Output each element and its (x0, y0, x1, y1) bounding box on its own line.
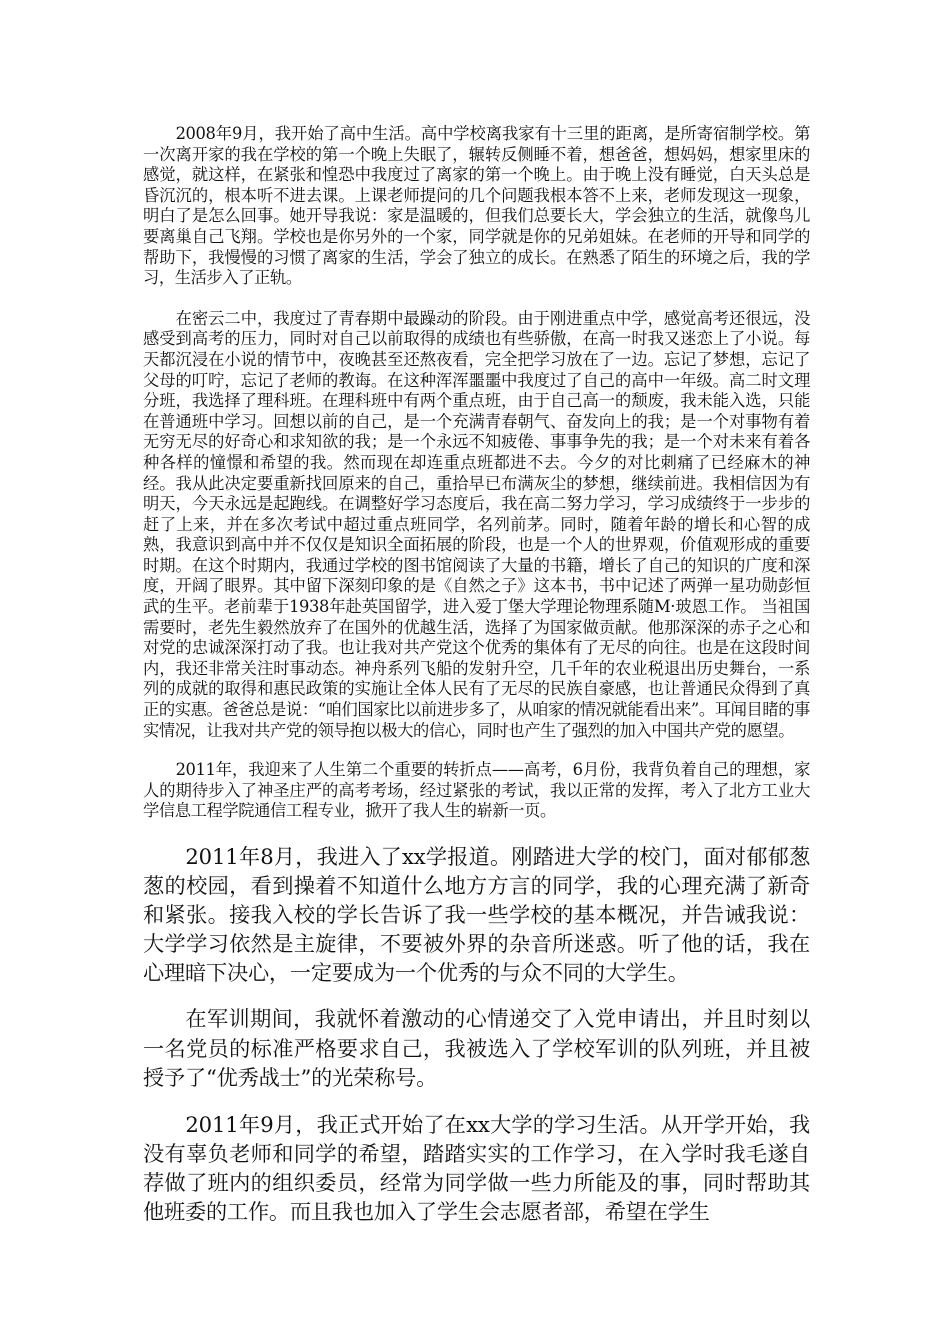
paragraph-high-school-start: 2008年9月，我开始了高中生活。高中学校离我家有十三里的距离，是所寄宿制学校。第一次离开家的我在学校的第一个晚上失眠了，辗转反侧睡不着，想爸爸，想妈妈，想家里床的感觉，就这样，在紧张和惶恐中我度过了离家的第一个晚上。由于晚上没有睡觉，白天头总是昏沉沉的，根本听不进去课。上课老师提问的几个问题我根本答不上来，老师发现这一现象，明白了是怎么回事。她开导我说：家是温暖的，但我们总要长大，学会独立的生活，就像鸟儿要离巢自己飞翔。学校也是你另外的一个家，同学就是你的兄弟姐妹。在老师的开导和同学的帮助下，我慢慢的习惯了离家的生活，学会了独立的成长。在熟悉了陌生的环境之后，我的学习，生活步入了正轨。 (143, 124, 810, 288)
paragraph-miyun-school: 在密云二中，我度过了青春期中最躁动的阶段。由于刚进重点中学，感觉高考还很远，没感受到高考的压力，同时对自己以前取得的成绩也有些骄傲，在高一时我又迷恋上了小说。每天都沉浸在小说的情节中，夜晚甚至还熬夜看，完全把学习放在了一边。忘记了梦想，忘记了父母的叮咛，忘记了老师的教诲。在这种浑浑噩噩中我度过了自己的高中一年级。高二时文理分班，我选择了理科班。在理科班中有两个重点班，由于自己高一的颓废，我未能入选，只能在普通班中学习。回想以前的自己，是一个充满青春朝气、奋发向上的我；是一个对事物有着无穷无尽的好奇心和求知欲的我；是一个永远不知疲倦、事事争先的我；是一个对未来有着各种各样的憧憬和希望的我。然而现在却连重点班都进不去。今夕的对比刺痛了已经麻木的神经。我从此决定要重新找回原来的自己，重拾早已布满灰尘的梦想，继续前进。我相信因为有明天，今天永远是起跑线。在调整好学习态度后，我在高二努力学习，学习成绩终于一步步的赶了上来，并在多次考试中超过重点班同学，名列前茅。同时，随着年龄的增长和心智的成熟，我意识到高中并不仅仅是知识全面拓展的阶段，也是一个人的世界观，价值观形成的重要时期。在这个时期内，我通过学校的图书馆阅读了大量的书籍，增长了自己的知识的广度和深度，开阔了眼界。其中留下深刻印象的是《自然之子》这本书，书中记述了两弹一星功勋彭恒武的生平。老前辈于1938年赴英国留学，进入爱丁堡大学理论物理系随M·玻恩工作。 当祖国需要时，老先生毅然放弃了在国外的优越生活，选择了为国家做贡献。他那深深的赤子之心和对党的忠诚深深打动了我。也让我对共产党这个优秀的集体有了无尽的向往。也是在这段时间内，我还非常关注时事动态。神舟系列飞船的发射升空，几千年的农业税退出历史舞台，一系列的成就的取得和惠民政策的实施让全体人民有了无尽的民族自豪感，也让普通民众得到了真正的实惠。爸爸总是说：“咱们国家比以前进步多了，从咱家的情况就能看出来”。耳闻目睹的事实情况，让我对共产党的领导抱以极大的信心，同时也产生了强烈的加入中国共产党的愿望。 (143, 308, 810, 740)
paragraph-university-study: 2011年9月，我正式开始了在xx大学的学习生活。从开学开始，我没有辜负老师和同学的希望，踏踏实实的工作学习，在入学时我毛遂自荐做了班内的组织委员，经常为同学做一些力所能及的事，同时帮助其他班委的工作。而且我也加入了学生会志愿者部，希望在学生 (143, 1111, 810, 1225)
paragraph-college-entrance-exam: 2011年，我迎来了人生第二个重要的转折点——高考，6月份，我背负着自己的理想，家人的期待步入了神圣庄严的高考考场，经过紧张的考试，我以正常的发挥，考入了北方工业大学信息工程学院通信工程专业，掀开了我人生的崭新一页。 (143, 760, 810, 821)
paragraph-university-arrival: 2011年8月，我进入了xx学报道。刚踏进大学的校门，面对郁郁葱葱的校园，看到操着不知道什么地方方言的同学，我的心理充满了新奇和紧张。接我入校的学长告诉了我一些学校的基本概况，并告诫我说：大学学习依然是主旋律，不要被外界的杂音所迷惑。听了他的话，我在心理暗下决心，一定要成为一个优秀的与众不同的大学生。 (143, 844, 810, 986)
document-body (143, 124, 810, 1226)
paragraph-military-training: 在军训期间，我就怀着激动的心情递交了入党申请出，并且时刻以一名党员的标准严格要求自己，我被选入了学校军训的队列班，并且被授予了“优秀战士”的光荣称号。 (143, 1006, 810, 1090)
